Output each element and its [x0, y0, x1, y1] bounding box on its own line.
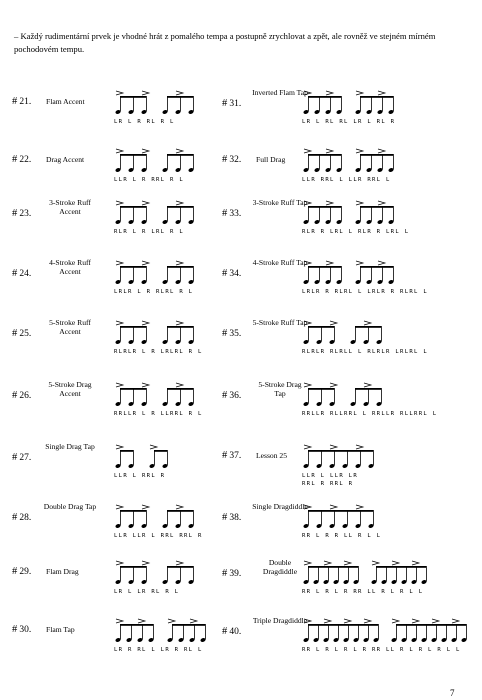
sticking-text: LRLR R RLRL L LRLR R RLRL L [302, 289, 429, 295]
rudiment-entry [222, 440, 472, 487]
sticking-text: LLR L LLR LR [302, 473, 359, 479]
accent-mark [116, 619, 123, 623]
rudiment-name: 3-Stroke Ruff Tap [252, 198, 308, 207]
note-beam [308, 388, 334, 390]
accent-mark [116, 201, 123, 205]
rudiment-number: 27. [19, 453, 32, 463]
note-beam [396, 624, 466, 626]
rudiment-entry [12, 500, 217, 544]
sticking-text: LRLR L R RLRL R L [114, 289, 194, 295]
accent-mark [356, 91, 363, 95]
accent-mark [138, 619, 145, 623]
rudiment-number-label [12, 512, 31, 523]
sticking-text: LLR L RRL R [114, 473, 166, 479]
accent-mark [142, 383, 149, 387]
accent-mark [330, 383, 337, 387]
accent-mark [304, 505, 311, 509]
rudiment-name: 3-Stroke Ruff Accent [49, 198, 91, 216]
rudiment-name: Triple Dragdiddle [252, 616, 308, 625]
note-beam [120, 388, 146, 390]
accent-mark [356, 445, 363, 449]
sticking-text: RRLLR L R LLRRL R L [114, 411, 203, 417]
note-beam [355, 326, 381, 328]
accent-mark [356, 505, 363, 509]
note-beam [167, 326, 193, 328]
accent-mark [356, 261, 363, 265]
number-sign: # [12, 566, 20, 577]
note-beam [308, 206, 341, 208]
accent-mark [412, 619, 419, 623]
accent-mark [142, 321, 149, 325]
page-number: 7 [450, 688, 455, 698]
accent-mark [116, 445, 123, 449]
rudiment-number: 38. [229, 513, 242, 523]
accent-mark [116, 149, 123, 153]
sticking-text: RLRLR RLRLL L RLRLR LRLRL L [302, 349, 429, 355]
accent-mark [304, 91, 311, 95]
note-beam [120, 450, 133, 452]
rudiment-notation [300, 198, 408, 228]
accent-mark [356, 201, 363, 205]
rudiment-number: 32. [229, 155, 242, 165]
rudiment-number: 22. [19, 155, 32, 165]
accent-mark [392, 619, 399, 623]
rudiment-name: 5-Stroke Drag Tap [258, 380, 302, 398]
rudiment-number: 36. [229, 391, 242, 401]
number-sign: # [222, 568, 230, 579]
rudiment-number: 30. [19, 625, 32, 635]
number-sign: # [222, 268, 230, 279]
rudiment-name: Lesson 25 [256, 451, 288, 460]
rudiment-notation [112, 502, 210, 532]
number-sign: # [12, 208, 20, 219]
rudiment-number: 40. [229, 627, 242, 637]
rudiment-name: Drag Accent [46, 155, 85, 164]
rudiment-number: 37. [229, 451, 242, 461]
accent-mark [330, 445, 337, 449]
rudiment-notation [112, 558, 210, 588]
sticking-text: LR L R RL R L [114, 119, 175, 125]
note-beam [120, 624, 153, 626]
number-sign: # [12, 512, 20, 523]
rudiment-notation [300, 88, 408, 118]
number-sign: # [12, 154, 20, 165]
rudiment-number-label [12, 390, 31, 401]
accent-mark [378, 261, 385, 265]
accent-mark [304, 321, 311, 325]
sticking-subtext: RRL R RRL R [302, 481, 354, 487]
accent-mark [364, 619, 371, 623]
sticking-text: LLR L R RRL R L [114, 177, 185, 183]
accent-mark [330, 505, 337, 509]
rudiment-number-label [222, 208, 241, 219]
note-beam [167, 96, 193, 98]
number-sign: # [222, 154, 230, 165]
rudiment-number-label [222, 450, 241, 461]
rudiment-notation [112, 198, 210, 228]
rudiment-number-label [12, 566, 31, 577]
accent-mark [176, 321, 183, 325]
rudiment-entry [12, 144, 217, 188]
accent-mark [176, 505, 183, 509]
sticking-text: LR L LR RL R L [114, 589, 180, 595]
rudiment-number-label [222, 154, 241, 165]
accent-mark [324, 561, 331, 565]
accent-mark [168, 619, 175, 623]
rudiment-number-label [222, 390, 241, 401]
accent-mark [176, 261, 183, 265]
rudiment-entry [12, 196, 217, 240]
accent-mark [356, 149, 363, 153]
note-beam [167, 154, 193, 156]
rudiment-notation [300, 558, 440, 588]
rudiment-notation [112, 318, 210, 348]
rudiment-notation [300, 502, 390, 532]
rudiment-notation [300, 442, 390, 472]
note-beam [120, 510, 146, 512]
rudiment-notation [112, 88, 210, 118]
rudiment-name: Double Drag Tap [43, 502, 97, 511]
accent-mark [304, 201, 311, 205]
sticking-text: LLR LLR L RRL RRL R [114, 533, 203, 539]
sticking-text: LR L RL RL LR L RL R [302, 119, 396, 125]
sticking-text: RR L R L R L R RR LL R L R L R L L [302, 647, 461, 653]
number-sign: # [222, 390, 230, 401]
note-beam [167, 510, 193, 512]
rudiment-name: Inverted Flam Tap [252, 88, 308, 97]
accent-mark [378, 201, 385, 205]
rudiment-notation [112, 442, 184, 472]
rudiment-number: 24. [19, 269, 32, 279]
note-beam [360, 206, 393, 208]
note-beam [376, 566, 426, 568]
rudiment-notation [300, 318, 398, 348]
rudiment-number: 28. [19, 513, 32, 523]
accent-mark [176, 561, 183, 565]
rudiment-number: 26. [19, 391, 32, 401]
note-beam [167, 206, 193, 208]
accent-mark [142, 201, 149, 205]
number-sign: # [12, 452, 20, 463]
rudiment-notation [112, 258, 210, 288]
accent-mark [304, 561, 311, 565]
rudiment-notation [300, 380, 398, 410]
accent-mark [142, 561, 149, 565]
rudiment-number-label [222, 512, 241, 523]
note-beam [120, 326, 146, 328]
rudiment-number-label [12, 328, 31, 339]
rudiment-entry [222, 196, 472, 240]
accent-mark [344, 619, 351, 623]
rudiment-entry [12, 556, 217, 600]
rudiment-name: Flam Drag [46, 567, 79, 576]
accent-mark [150, 445, 157, 449]
sticking-text: LR R RL L LR R RL L [114, 647, 203, 653]
number-sign: # [12, 390, 20, 401]
accent-mark [364, 383, 371, 387]
rudiment-number-label [12, 452, 31, 463]
rudiment-entry [222, 86, 472, 130]
rudiment-name: 5-Stroke Ruff Tap [252, 318, 308, 327]
note-beam [120, 154, 146, 156]
accent-mark [326, 91, 333, 95]
rudiment-name: 5-Stroke Drag Accent [48, 380, 92, 398]
accent-mark [392, 561, 399, 565]
rudiment-notation [112, 616, 220, 646]
accent-mark [116, 91, 123, 95]
number-sign: # [222, 626, 230, 637]
rudiment-number-label [12, 96, 31, 107]
rudiment-notation [112, 380, 210, 410]
sticking-text: RR L R R LL R L L [302, 533, 382, 539]
number-sign: # [12, 268, 20, 279]
rudiment-number-label [222, 328, 241, 339]
rudiment-entry [222, 256, 472, 300]
note-beam [308, 154, 341, 156]
accent-mark [326, 261, 333, 265]
number-sign: # [222, 450, 230, 461]
rudiment-entry [12, 614, 217, 658]
rudiment-number-label [12, 208, 31, 219]
note-beam [308, 450, 373, 452]
note-beam [120, 266, 146, 268]
note-beam [154, 450, 167, 452]
rudiment-entry [222, 144, 472, 188]
sticking-text: RRLLR RLLRRL L RRLLR RLLRRL L [302, 411, 438, 417]
rudiment-name: 5-Stroke Ruff Accent [49, 318, 91, 336]
accent-mark [116, 505, 123, 509]
note-beam [308, 510, 373, 512]
number-sign: # [12, 624, 20, 635]
rudiment-name: Full Drag [256, 155, 286, 164]
accent-mark [304, 383, 311, 387]
rudiment-notation [300, 146, 408, 176]
rudiment-notation [300, 616, 480, 646]
note-beam [167, 566, 193, 568]
accent-mark [324, 619, 331, 623]
accent-mark [378, 149, 385, 153]
note-beam [360, 154, 393, 156]
sticking-text: RLR L R LRL R L [114, 229, 185, 235]
accent-mark [344, 561, 351, 565]
rudiment-number-label [222, 98, 241, 109]
rudiment-number: 29. [19, 567, 32, 577]
rudiment-number: 39. [229, 569, 242, 579]
accent-mark [326, 149, 333, 153]
note-beam [360, 96, 393, 98]
note-beam [355, 388, 381, 390]
intro-text: – Každý rudimentární prvek je vhodné hrát z pomalého tempa a postupně zrychlovat a zpět, ale rovněž ve stejném mírném pochodovém tempu. [14, 31, 436, 54]
note-beam [120, 566, 146, 568]
rudiment-entry [222, 556, 472, 600]
accent-mark [142, 505, 149, 509]
rudiment-entry [12, 316, 217, 360]
accent-mark [432, 619, 439, 623]
rudiment-notation [300, 258, 408, 288]
accent-mark [176, 91, 183, 95]
accent-mark [330, 321, 337, 325]
note-beam [167, 266, 193, 268]
accent-mark [304, 619, 311, 623]
accent-mark [142, 261, 149, 265]
rudiment-number: 31. [229, 99, 242, 109]
rudiment-number-label [12, 154, 31, 165]
accent-mark [116, 561, 123, 565]
rudiment-name: Flam Accent [46, 97, 85, 106]
rudiment-name: 4-Stroke Ruff Tap [252, 258, 308, 267]
number-sign: # [222, 512, 230, 523]
accent-mark [304, 261, 311, 265]
accent-mark [142, 91, 149, 95]
accent-mark [372, 561, 379, 565]
rudiment-name: 4-Stroke Ruff Accent [49, 258, 91, 276]
rudiment-number: 25. [19, 329, 32, 339]
accent-mark [176, 149, 183, 153]
number-sign: # [12, 96, 20, 107]
rudiment-entry [12, 440, 217, 484]
accent-mark [116, 321, 123, 325]
accent-mark [142, 149, 149, 153]
rudiment-entry [222, 378, 472, 422]
rudiment-number: 34. [229, 269, 242, 279]
sticking-text: RLR R LRL L RLR R LRL L [302, 229, 410, 235]
accent-mark [326, 201, 333, 205]
rudiment-name: Single Dragdiddle [252, 502, 308, 511]
number-sign: # [222, 328, 230, 339]
note-beam [308, 566, 358, 568]
rudiment-name: Single Drag Tap [45, 442, 95, 451]
number-sign: # [222, 208, 230, 219]
rudiment-number: 21. [19, 97, 32, 107]
accent-mark [412, 561, 419, 565]
rudiment-entry [12, 86, 217, 130]
rudiment-number-label [222, 626, 241, 637]
rudiment-name: Double Dragdiddle [262, 558, 298, 576]
rudiment-entry [222, 500, 472, 544]
rudiment-number-label [12, 624, 31, 635]
number-sign: # [12, 328, 20, 339]
rudiment-number: 23. [19, 209, 32, 219]
note-beam [308, 326, 334, 328]
sticking-text: LLR RRL L LLR RRL L [302, 177, 391, 183]
rudiment-number-label [222, 568, 241, 579]
note-beam [120, 96, 146, 98]
accent-mark [304, 445, 311, 449]
rudiment-number: 33. [229, 209, 242, 219]
accent-mark [116, 261, 123, 265]
accent-mark [190, 619, 197, 623]
accent-mark [176, 383, 183, 387]
note-beam [120, 206, 146, 208]
note-beam [308, 624, 378, 626]
note-beam [308, 266, 341, 268]
rudiment-entry [12, 378, 217, 422]
accent-mark [116, 383, 123, 387]
rudiment-number: 35. [229, 329, 242, 339]
note-beam [167, 388, 193, 390]
sticking-text: RLRLR L R LRLRL R L [114, 349, 203, 355]
rudiment-number-label [12, 268, 31, 279]
rudiment-notation [112, 146, 210, 176]
accent-mark [452, 619, 459, 623]
accent-mark [364, 321, 371, 325]
rudiment-entry [12, 256, 217, 300]
rudiment-entry [222, 316, 472, 360]
note-beam [308, 96, 341, 98]
sticking-text: RR L R L R RR LL R L R L L [302, 589, 424, 595]
accent-mark [304, 149, 311, 153]
accent-mark [176, 201, 183, 205]
accent-mark [378, 91, 385, 95]
rudiment-name: Flam Tap [46, 625, 75, 634]
rudiment-entry [222, 614, 472, 658]
note-beam [172, 624, 205, 626]
note-beam [360, 266, 393, 268]
number-sign: # [222, 98, 230, 109]
rudiment-number-label [222, 268, 241, 279]
